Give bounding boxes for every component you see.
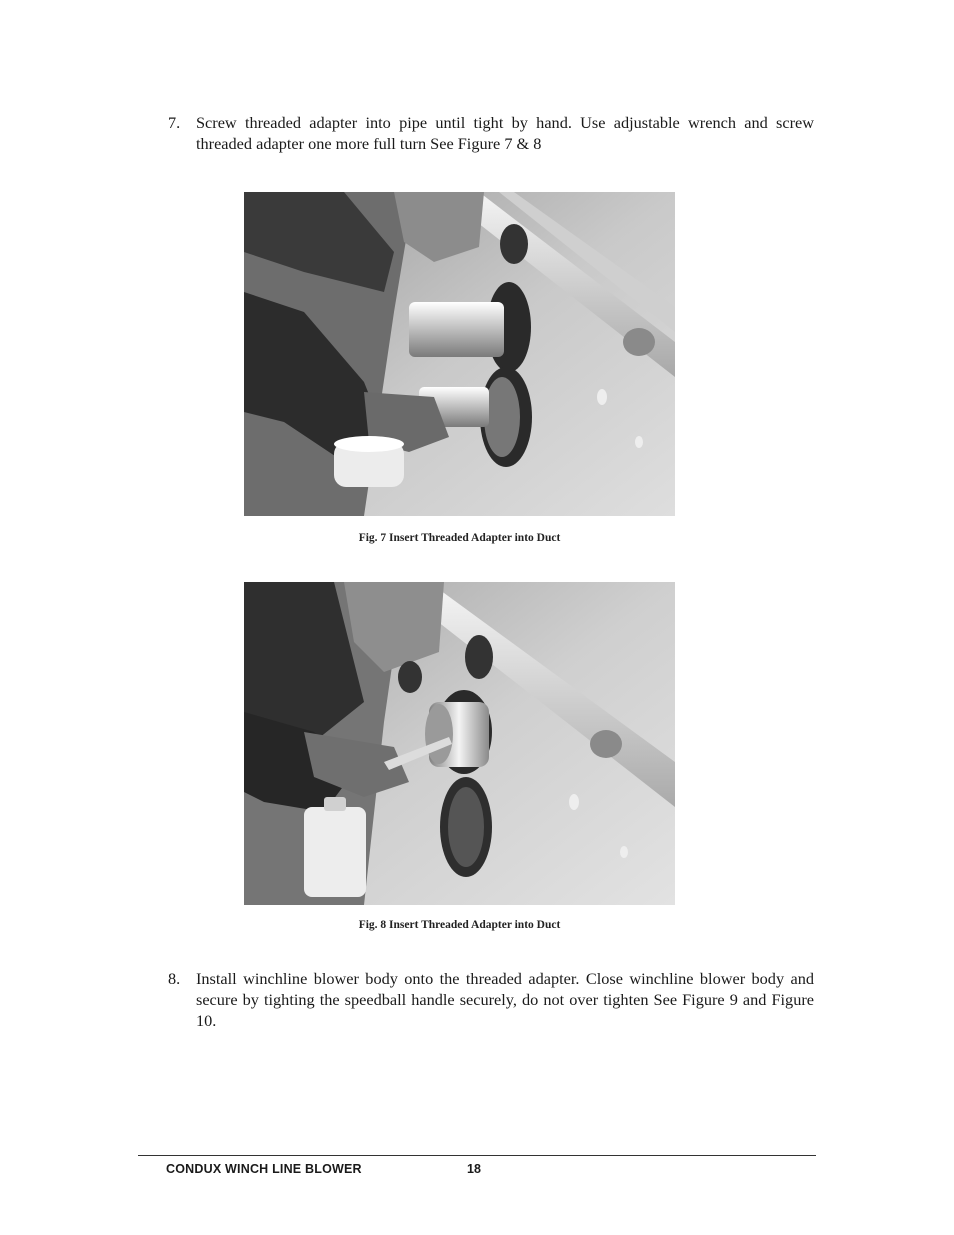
footer-title: CONDUX WINCH LINE BLOWER: [166, 1162, 362, 1176]
figure-7-image: [244, 192, 675, 516]
figure-7-caption: Fig. 7 Insert Threaded Adapter into Duct: [358, 532, 561, 544]
figure-7-photo: [244, 192, 675, 516]
step-text: Install winchline blower body onto the threaded adapter. Close winchline blower body and secure by tighting the speedball handle securely, do not over tighten See Figure 9 and Figure 10.: [196, 969, 814, 1030]
figure-8-caption: Fig. 8 Insert Threaded Adapter into Duct: [358, 919, 561, 931]
step-7: [168, 112, 814, 154]
figure-8-image: [244, 582, 675, 905]
figure-8-photo: [244, 582, 675, 905]
step-number: 7.: [168, 113, 181, 132]
step-number: 8.: [168, 969, 181, 988]
page-number: 18: [467, 1162, 481, 1176]
step-8: [168, 968, 814, 1031]
footer-divider: [138, 1155, 816, 1156]
step-text: Screw threaded adapter into pipe until tight by hand. Use adjustable wrench and screw threaded adapter one more full turn See Figure 7 & 8: [196, 113, 814, 153]
